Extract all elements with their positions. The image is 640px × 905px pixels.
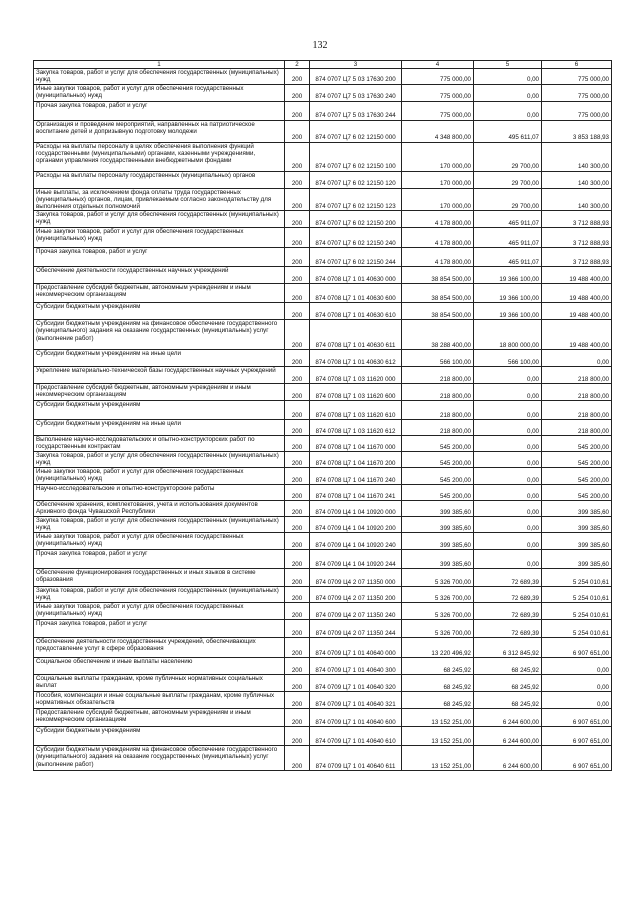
row-code-cell: 200 [285,101,310,120]
row-unexecuted-cell: 775 000,00 [542,69,612,84]
row-code-cell: 200 [285,171,310,188]
row-approved-cell: 13 220 496,92 [402,638,474,658]
row-code-cell: 200 [285,248,310,267]
row-unexecuted-cell: 5 254 010,61 [542,587,612,603]
row-executed-cell: 465 911,07 [474,248,542,267]
row-classification-cell: 874 0707 Ц7 6 02 12150 000 [310,120,402,142]
row-code-cell: 200 [285,84,310,101]
row-name-cell: Научно-исследовательские и опытно-конструкторские работы [34,485,285,501]
table-row [34,485,612,501]
row-name-cell: Обеспечение деятельности государственных научных учреждений [34,267,285,284]
row-executed-cell: 465 911,07 [474,228,542,248]
row-name-cell: Прочая закупка товаров, работ и услуг [34,248,285,267]
table-row [34,620,612,638]
row-classification-cell: 874 0709 Ц4 1 04 10920 240 [310,533,402,550]
row-code-cell: 200 [285,587,310,603]
row-code-cell: 200 [285,69,310,84]
row-classification-cell: 874 0707 Ц7 6 02 12150 100 [310,142,402,171]
row-unexecuted-cell: 0,00 [542,675,612,692]
row-code-cell: 200 [285,620,310,638]
row-code-cell: 200 [285,603,310,620]
row-name-cell: Закупка товаров, работ и услуг для обеспечения государственных (муниципальных) нужд [34,452,285,468]
row-approved-cell: 4 348 800,00 [402,120,474,142]
table-row [34,188,612,211]
row-classification-cell: 874 0709 Ц4 1 04 10920 200 [310,517,402,533]
row-code-cell: 200 [285,533,310,550]
table-row [34,248,612,267]
row-unexecuted-cell: 3 712 888,93 [542,211,612,228]
row-approved-cell: 170 000,00 [402,142,474,171]
table-row [34,550,612,569]
row-unexecuted-cell: 0,00 [542,658,612,675]
row-classification-cell: 874 0707 Ц7 6 02 12150 120 [310,171,402,188]
row-executed-cell: 495 611,07 [474,120,542,142]
row-classification-cell: 874 0707 Ц7 5 03 17630 240 [310,84,402,101]
row-approved-cell: 38 854 500,00 [402,284,474,303]
row-approved-cell: 218 800,00 [402,384,474,401]
row-executed-cell: 6 244 600,00 [474,727,542,746]
row-executed-cell: 0,00 [474,533,542,550]
row-code-cell: 200 [285,501,310,517]
table-row [34,638,612,658]
table-row [34,603,612,620]
row-name-cell: Укрепление материально-технической базы государственных научных учреждений [34,367,285,384]
row-name-cell: Обеспечение функционирования государственных и иных языков в системе образования [34,569,285,587]
row-approved-cell: 545 200,00 [402,485,474,501]
row-approved-cell: 13 152 251,00 [402,746,474,771]
header-row [34,61,612,69]
row-approved-cell: 38 854 500,00 [402,267,474,284]
row-code-cell: 200 [285,452,310,468]
header-cell: 5 [474,61,542,69]
row-unexecuted-cell: 6 907 651,00 [542,727,612,746]
row-name-cell: Закупка товаров, работ и услуг для обеспечения государственных (муниципальных) нужд [34,517,285,533]
row-executed-cell: 29 700,00 [474,171,542,188]
row-unexecuted-cell: 19 488 400,00 [542,320,612,350]
row-classification-cell: 874 0708 Ц7 1 01 40630 610 [310,303,402,320]
row-executed-cell: 6 312 845,92 [474,638,542,658]
row-name-cell: Предоставление субсидий бюджетным, автономным учреждениям и иным некоммерческим организациям [34,709,285,727]
table-row [34,367,612,384]
row-code-cell: 200 [285,692,310,709]
table-row [34,727,612,746]
row-executed-cell: 19 366 100,00 [474,267,542,284]
row-code-cell: 200 [285,468,310,485]
row-executed-cell: 0,00 [474,384,542,401]
table-row [34,569,612,587]
row-unexecuted-cell: 545 200,00 [542,485,612,501]
row-code-cell: 200 [285,320,310,350]
table-row [34,468,612,485]
row-code-cell: 200 [285,436,310,452]
row-executed-cell: 0,00 [474,517,542,533]
row-executed-cell: 29 700,00 [474,188,542,211]
row-code-cell: 200 [285,350,310,367]
row-name-cell: Расходы на выплаты персоналу государственных (муниципальных) органов [34,171,285,188]
row-executed-cell: 19 366 100,00 [474,303,542,320]
row-name-cell: Прочая закупка товаров, работ и услуг [34,550,285,569]
row-approved-cell: 775 000,00 [402,69,474,84]
row-approved-cell: 545 200,00 [402,436,474,452]
row-classification-cell: 874 0708 Ц7 1 01 40630 612 [310,350,402,367]
row-approved-cell: 4 178 800,00 [402,248,474,267]
row-classification-cell: 874 0709 Ц4 1 04 10920 244 [310,550,402,569]
row-code-cell: 200 [285,284,310,303]
row-classification-cell: 874 0709 Ц4 2 07 11350 000 [310,569,402,587]
row-approved-cell: 399 385,60 [402,501,474,517]
row-code-cell: 200 [285,658,310,675]
row-unexecuted-cell: 140 300,00 [542,142,612,171]
table-row [34,501,612,517]
row-classification-cell: 874 0709 Ц4 2 07 11350 200 [310,587,402,603]
row-approved-cell: 5 326 700,00 [402,620,474,638]
table-row [34,452,612,468]
table-row [34,401,612,420]
row-classification-cell: 874 0707 Ц7 6 02 12150 123 [310,188,402,211]
row-classification-cell: 874 0707 Ц7 6 02 12150 200 [310,211,402,228]
row-approved-cell: 170 000,00 [402,188,474,211]
row-executed-cell: 19 366 100,00 [474,284,542,303]
row-classification-cell: 874 0709 Ц7 1 01 40640 000 [310,638,402,658]
table-row [34,420,612,436]
row-executed-cell: 68 245,92 [474,692,542,709]
row-classification-cell: 874 0708 Ц7 1 03 11620 600 [310,384,402,401]
header-cell: 6 [542,61,612,69]
table-row [34,267,612,284]
row-classification-cell: 874 0708 Ц7 1 04 11670 240 [310,468,402,485]
row-executed-cell: 0,00 [474,367,542,384]
row-executed-cell: 0,00 [474,420,542,436]
row-unexecuted-cell: 399 385,60 [542,550,612,569]
row-unexecuted-cell: 19 488 400,00 [542,284,612,303]
row-approved-cell: 218 800,00 [402,401,474,420]
row-classification-cell: 874 0708 Ц7 1 03 11620 612 [310,420,402,436]
header-cell: 1 [34,61,285,69]
row-name-cell: Субсидии бюджетным учреждениям на иные цели [34,420,285,436]
row-approved-cell: 218 800,00 [402,420,474,436]
row-code-cell: 200 [285,517,310,533]
row-approved-cell: 68 245,92 [402,675,474,692]
row-name-cell: Социальные выплаты гражданам, кроме публичных нормативных социальных выплат [34,675,285,692]
row-code-cell: 200 [285,709,310,727]
row-code-cell: 200 [285,569,310,587]
row-executed-cell: 6 244 600,00 [474,709,542,727]
table-row [34,84,612,101]
row-code-cell: 200 [285,188,310,211]
page-number: 132 [312,40,328,51]
row-unexecuted-cell: 3 712 888,93 [542,228,612,248]
row-approved-cell: 5 326 700,00 [402,587,474,603]
header-cell: 4 [402,61,474,69]
row-unexecuted-cell: 19 488 400,00 [542,267,612,284]
row-approved-cell: 38 288 400,00 [402,320,474,350]
row-approved-cell: 775 000,00 [402,84,474,101]
row-name-cell: Субсидии бюджетным учреждениям [34,303,285,320]
row-classification-cell: 874 0709 Ц4 2 07 11350 244 [310,620,402,638]
row-classification-cell: 874 0709 Ц7 1 01 40640 600 [310,709,402,727]
row-classification-cell: 874 0708 Ц7 1 03 11620 610 [310,401,402,420]
row-approved-cell: 775 000,00 [402,101,474,120]
row-unexecuted-cell: 5 254 010,61 [542,620,612,638]
row-classification-cell: 874 0709 Ц7 1 01 40640 610 [310,727,402,746]
row-classification-cell: 874 0708 Ц7 1 03 11620 000 [310,367,402,384]
row-name-cell: Расходы на выплаты персоналу в целях обеспечения выполнения функций государственными (муниципальными) органами, казенными учреждениями, органами управления государственными внебюджетными фондами [34,142,285,171]
row-code-cell: 200 [285,675,310,692]
row-unexecuted-cell: 3 712 888,93 [542,248,612,267]
row-unexecuted-cell: 545 200,00 [542,452,612,468]
row-approved-cell: 218 800,00 [402,367,474,384]
row-name-cell: Иные выплаты, за исключением фонда оплаты труда государственных (муниципальных) органов, лицам, привлекаемым согласно законодательству для выполнения отдельных полномочий [34,188,285,211]
row-unexecuted-cell: 218 800,00 [542,401,612,420]
table-row [34,675,612,692]
row-name-cell: Выполнение научно-исследовательских и опытно-конструкторских работ по государственным контрактам [34,436,285,452]
row-name-cell: Организация и проведение мероприятий, направленных на патриотическое воспитание детей и допризывную подготовку молодежи [34,120,285,142]
row-name-cell: Иные закупки товаров, работ и услуг для обеспечения государственных (муниципальных) нужд [34,84,285,101]
row-name-cell: Субсидии бюджетным учреждениям на финансовое обеспечение государственного (муниципального) задания на оказание государственных (муниципальных) услуг (выполнение работ) [34,746,285,771]
row-executed-cell: 0,00 [474,101,542,120]
row-executed-cell: 18 800 000,00 [474,320,542,350]
row-unexecuted-cell: 545 200,00 [542,436,612,452]
row-code-cell: 200 [285,550,310,569]
row-executed-cell: 6 244 600,00 [474,746,542,771]
table-row [34,658,612,675]
row-unexecuted-cell: 775 000,00 [542,101,612,120]
row-classification-cell: 874 0707 Ц7 5 03 17630 244 [310,101,402,120]
row-executed-cell: 0,00 [474,485,542,501]
row-unexecuted-cell: 218 800,00 [542,367,612,384]
row-unexecuted-cell: 0,00 [542,692,612,709]
row-code-cell: 200 [285,120,310,142]
row-code-cell: 200 [285,142,310,171]
row-name-cell: Прочая закупка товаров, работ и услуг [34,101,285,120]
row-classification-cell: 874 0709 Ц4 2 07 11350 240 [310,603,402,620]
table-row [34,350,612,367]
row-unexecuted-cell: 3 853 188,93 [542,120,612,142]
row-name-cell: Обеспечение деятельности государственных учреждений, обеспечивающих предоставление услуг в сфере образования [34,638,285,658]
row-name-cell: Предоставление субсидий бюджетным, автономным учреждениям и иным некоммерческим организациям [34,284,285,303]
table-row [34,709,612,727]
row-code-cell: 200 [285,420,310,436]
row-approved-cell: 545 200,00 [402,468,474,485]
row-approved-cell: 13 152 251,00 [402,709,474,727]
row-name-cell: Закупка товаров, работ и услуг для обеспечения государственных (муниципальных) нужд [34,587,285,603]
row-executed-cell: 68 245,92 [474,658,542,675]
row-executed-cell: 0,00 [474,84,542,101]
row-executed-cell: 72 689,39 [474,569,542,587]
row-name-cell: Субсидии бюджетным учреждениям на финансовое обеспечение государственного (муниципального) задания на оказание государственных (муниципальных) услуг (выполнение работ) [34,320,285,350]
row-name-cell: Субсидии бюджетным учреждениям [34,727,285,746]
row-code-cell: 200 [285,638,310,658]
table-row [34,384,612,401]
row-approved-cell: 399 385,60 [402,533,474,550]
header-cell: 3 [310,61,402,69]
row-unexecuted-cell: 6 907 651,00 [542,746,612,771]
row-name-cell: Закупка товаров, работ и услуг для обеспечения государственных (муниципальных) нужд [34,211,285,228]
table-row [34,101,612,120]
table-row [34,303,612,320]
row-code-cell: 200 [285,303,310,320]
table-row [34,171,612,188]
row-executed-cell: 0,00 [474,468,542,485]
row-classification-cell: 874 0708 Ц7 1 01 40630 000 [310,267,402,284]
row-unexecuted-cell: 399 385,60 [542,501,612,517]
row-unexecuted-cell: 140 300,00 [542,171,612,188]
row-name-cell: Иные закупки товаров, работ и услуг для обеспечения государственных (муниципальных) нужд [34,228,285,248]
row-classification-cell: 874 0708 Ц7 1 01 40630 611 [310,320,402,350]
row-executed-cell: 0,00 [474,401,542,420]
row-name-cell: Обеспечение хранения, комплектования, учета и использования документов Архивного фонда Чувашской Республики [34,501,285,517]
row-classification-cell: 874 0709 Ц4 1 04 10920 000 [310,501,402,517]
table-row [34,320,612,350]
row-executed-cell: 0,00 [474,69,542,84]
row-code-cell: 200 [285,228,310,248]
row-unexecuted-cell: 5 254 010,61 [542,569,612,587]
row-unexecuted-cell: 545 200,00 [542,468,612,485]
row-unexecuted-cell: 6 907 651,00 [542,709,612,727]
row-approved-cell: 13 152 251,00 [402,727,474,746]
row-code-cell: 200 [285,401,310,420]
row-approved-cell: 399 385,60 [402,550,474,569]
row-executed-cell: 0,00 [474,501,542,517]
row-unexecuted-cell: 399 385,60 [542,517,612,533]
table-row [34,517,612,533]
row-unexecuted-cell: 0,00 [542,350,612,367]
row-unexecuted-cell: 5 254 010,61 [542,603,612,620]
row-approved-cell: 68 245,92 [402,692,474,709]
row-code-cell: 200 [285,211,310,228]
row-classification-cell: 874 0708 Ц7 1 01 40630 600 [310,284,402,303]
row-unexecuted-cell: 6 907 651,00 [542,638,612,658]
row-classification-cell: 874 0709 Ц7 1 01 40640 611 [310,746,402,771]
table-row [34,211,612,228]
table-row [34,69,612,84]
table-row [34,692,612,709]
row-approved-cell: 5 326 700,00 [402,603,474,620]
row-name-cell: Пособия, компенсации и иные социальные выплаты гражданам, кроме публичных нормативных обязательств [34,692,285,709]
row-approved-cell: 4 178 800,00 [402,211,474,228]
table-row [34,587,612,603]
row-code-cell: 200 [285,485,310,501]
row-name-cell: Иные закупки товаров, работ и услуг для обеспечения государственных (муниципальных) нужд [34,533,285,550]
row-approved-cell: 566 100,00 [402,350,474,367]
table-row [34,120,612,142]
row-name-cell: Социальное обеспечение и иные выплаты населению [34,658,285,675]
row-approved-cell: 38 854 500,00 [402,303,474,320]
table-row [34,533,612,550]
table-row [34,228,612,248]
row-classification-cell: 874 0709 Ц7 1 01 40640 321 [310,692,402,709]
row-code-cell: 200 [285,367,310,384]
row-executed-cell: 72 689,39 [474,603,542,620]
row-name-cell: Иные закупки товаров, работ и услуг для обеспечения государственных (муниципальных) нужд [34,603,285,620]
row-executed-cell: 68 245,92 [474,675,542,692]
row-classification-cell: 874 0707 Ц7 5 03 17630 200 [310,69,402,84]
row-code-cell: 200 [285,746,310,771]
table-row [34,746,612,771]
row-executed-cell: 72 689,39 [474,587,542,603]
row-executed-cell: 29 700,00 [474,142,542,171]
row-classification-cell: 874 0708 Ц7 1 04 11670 000 [310,436,402,452]
header-cell: 2 [285,61,310,69]
row-classification-cell: 874 0707 Ц7 6 02 12150 240 [310,228,402,248]
row-classification-cell: 874 0707 Ц7 6 02 12150 244 [310,248,402,267]
row-name-cell: Закупка товаров, работ и услуг для обеспечения государственных (муниципальных) нужд [34,69,285,84]
row-classification-cell: 874 0709 Ц7 1 01 40640 320 [310,675,402,692]
row-name-cell: Иные закупки товаров, работ и услуг для обеспечения государственных (муниципальных) нужд [34,468,285,485]
row-classification-cell: 874 0708 Ц7 1 04 11670 241 [310,485,402,501]
row-code-cell: 200 [285,727,310,746]
row-code-cell: 200 [285,267,310,284]
row-approved-cell: 170 000,00 [402,171,474,188]
row-name-cell: Прочая закупка товаров, работ и услуг [34,620,285,638]
table-row [34,142,612,171]
row-approved-cell: 68 245,92 [402,658,474,675]
table-row [34,436,612,452]
row-unexecuted-cell: 218 800,00 [542,384,612,401]
row-executed-cell: 0,00 [474,452,542,468]
row-name-cell: Субсидии бюджетным учреждениям на иные цели [34,350,285,367]
row-code-cell: 200 [285,384,310,401]
row-name-cell: Субсидии бюджетным учреждениям [34,401,285,420]
row-executed-cell: 72 689,39 [474,620,542,638]
row-approved-cell: 399 385,60 [402,517,474,533]
row-unexecuted-cell: 218 800,00 [542,420,612,436]
row-approved-cell: 545 200,00 [402,452,474,468]
row-executed-cell: 566 100,00 [474,350,542,367]
row-approved-cell: 5 326 700,00 [402,569,474,587]
row-executed-cell: 0,00 [474,436,542,452]
budget-table [33,60,612,771]
row-unexecuted-cell: 140 300,00 [542,188,612,211]
row-name-cell: Предоставление субсидий бюджетным, автономным учреждениям и иным некоммерческим организациям [34,384,285,401]
row-unexecuted-cell: 19 488 400,00 [542,303,612,320]
row-classification-cell: 874 0709 Ц7 1 01 40640 300 [310,658,402,675]
row-unexecuted-cell: 775 000,00 [542,84,612,101]
row-executed-cell: 0,00 [474,550,542,569]
row-unexecuted-cell: 399 385,60 [542,533,612,550]
row-executed-cell: 465 911,07 [474,211,542,228]
row-classification-cell: 874 0708 Ц7 1 04 11670 200 [310,452,402,468]
row-approved-cell: 4 178 800,00 [402,228,474,248]
table-row [34,284,612,303]
